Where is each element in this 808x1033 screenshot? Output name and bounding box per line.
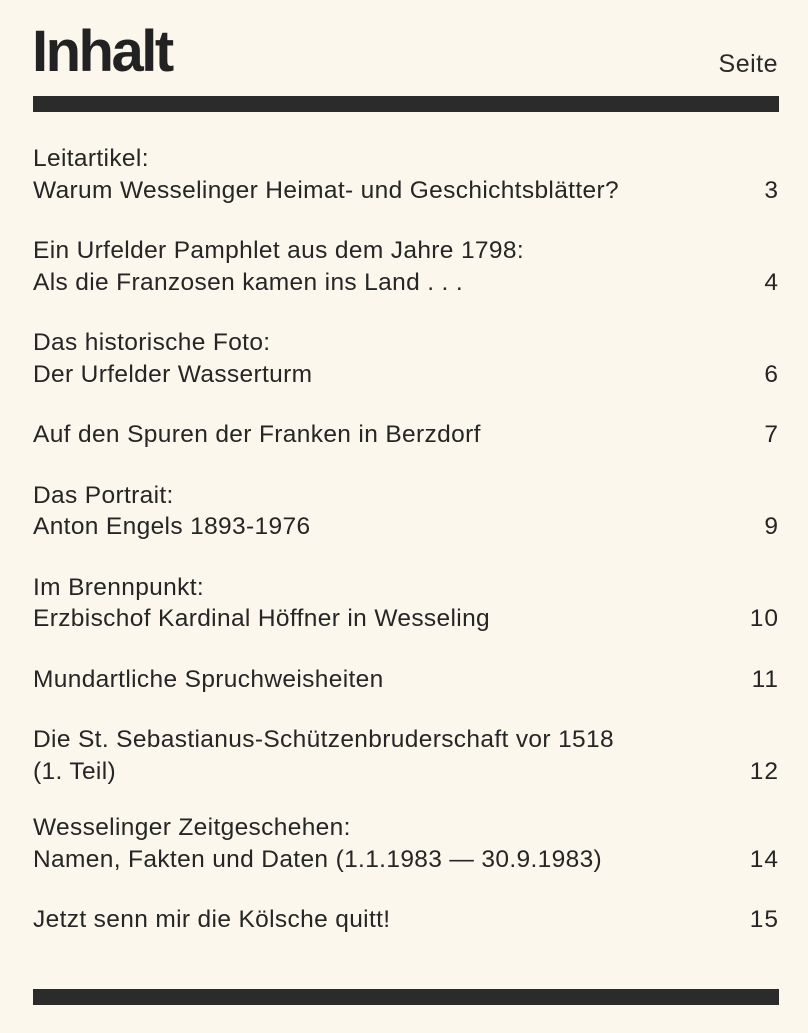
toc-entry-line: Leitartikel:	[33, 145, 149, 172]
toc-entry-line: Anton Engels 1893-1976	[33, 513, 311, 540]
toc-page-number: 7	[764, 421, 779, 448]
toc-entry-schuetzenbruderschaft	[33, 724, 779, 787]
toc-page-number: 3	[764, 176, 779, 204]
toc-entry-historisches-foto	[33, 327, 779, 390]
toc-entry-line: (1. Teil)	[33, 757, 117, 785]
toc-entry-portrait	[33, 480, 779, 543]
toc-entry-line: Auf den Spuren der Franken in Berzdorf	[33, 421, 481, 448]
toc-entry-line: Jetzt senn mir die Kölsche quitt!	[33, 906, 391, 933]
top-divider	[33, 96, 779, 112]
toc-entry-leitartikel	[33, 143, 779, 206]
toc-entry-koelsche-quitt	[33, 904, 779, 936]
toc-entry-line: Der Urfelder Wasserturm	[33, 360, 313, 388]
toc-entry-line: Das Portrait:	[33, 481, 174, 509]
toc-entry-zeitgeschehen	[33, 812, 779, 875]
toc-entry-line: Namen, Fakten und Daten (1.1.1983 — 30.9.1983)	[33, 845, 603, 873]
toc-entry-line: Warum Wesselinger Heimat- und Geschichtsblätter?	[33, 176, 619, 204]
toc-list	[33, 143, 779, 936]
toc-page-number: 14	[749, 845, 779, 873]
toc-entry-spuren-der-franken	[33, 419, 779, 451]
toc-entry-line: Die St. Sebastianus-Schützenbruderschaft vor 1518	[33, 726, 614, 753]
page-title: Inhalt	[32, 19, 172, 84]
bottom-divider	[33, 989, 779, 1005]
toc-entry-line: Erzbischof Kardinal Höffner in Wesseling	[33, 605, 491, 632]
toc-entry-spruchweisheiten	[33, 664, 779, 696]
toc-entry-brennpunkt	[33, 572, 779, 635]
toc-page-number: 9	[764, 513, 779, 540]
toc-page-number: 11	[751, 665, 779, 693]
toc-page-number: 6	[764, 360, 779, 388]
toc-entry-line: Im Brennpunkt:	[33, 573, 205, 601]
page-column-label: Seite	[718, 50, 778, 78]
toc-entry-line: Mundartliche Spruchweisheiten	[33, 665, 384, 693]
toc-entry-line: Wesselinger Zeitgeschehen:	[33, 814, 351, 841]
toc-entry-line: Das historische Foto:	[33, 329, 271, 356]
toc-page-number: 15	[749, 906, 779, 933]
toc-entry-line: Als die Franzosen kamen ins Land . . .	[33, 268, 464, 296]
toc-page-number: 10	[749, 605, 779, 632]
toc-page-number: 4	[764, 268, 779, 296]
toc-entry-line: Ein Urfelder Pamphlet aus dem Jahre 1798:	[33, 237, 524, 264]
toc-page-number: 12	[749, 757, 779, 785]
toc-entry-urfelder-pamphlet	[33, 235, 779, 298]
